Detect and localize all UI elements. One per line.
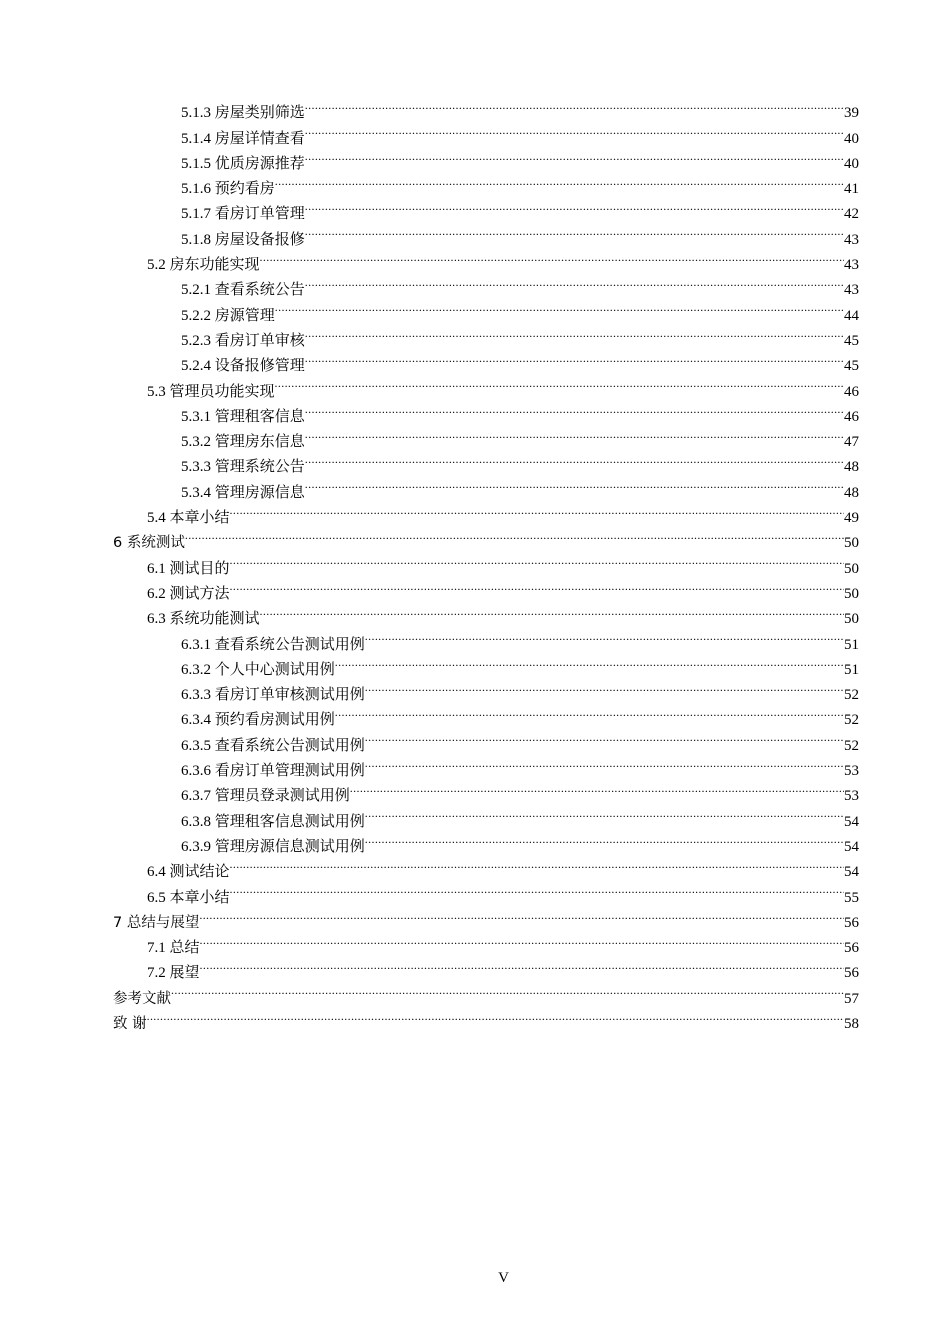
- toc-entry-page-number: 50: [844, 560, 859, 577]
- dot-leader: [365, 826, 844, 851]
- toc-entry-page-number: 51: [844, 636, 859, 653]
- dot-leader: [335, 649, 844, 674]
- toc-entry-page-number: 40: [844, 130, 859, 147]
- toc-entry[interactable]: [0, 370, 950, 400]
- toc-entry[interactable]: [0, 345, 950, 375]
- toc-entry-page-number: 48: [844, 459, 859, 476]
- toc-entry-title: 7 总结与展望: [113, 914, 200, 931]
- toc-entry[interactable]: [0, 522, 950, 552]
- toc-entry-title: 参考文献: [113, 990, 171, 1007]
- toc-entry[interactable]: [0, 471, 950, 501]
- toc-entry-page-number: 50: [844, 535, 859, 552]
- toc-entry-page-number: 50: [844, 611, 859, 628]
- toc-entry-title: 5.4 本章小结: [147, 510, 230, 527]
- toc-entry[interactable]: [0, 977, 950, 1007]
- dot-leader: [147, 1003, 844, 1028]
- toc-entry-title: 5.2.2 房源管理: [181, 307, 275, 324]
- toc-entry[interactable]: [0, 294, 950, 324]
- toc-entry-page-number: 49: [844, 510, 859, 527]
- toc-entry-page-number: 47: [844, 434, 859, 451]
- toc-entry-title: 6.3 系统功能测试: [147, 611, 260, 628]
- toc-entry-title: 6.1 测试目的: [147, 560, 230, 577]
- toc-entry[interactable]: [0, 598, 950, 628]
- toc-entry[interactable]: [0, 826, 950, 855]
- dot-leader: [350, 775, 844, 800]
- toc-entry[interactable]: [0, 573, 950, 602]
- dot-leader: [230, 573, 844, 598]
- toc-entry-title: 6.3.2 个人中心测试用例: [181, 661, 335, 678]
- toc-entry-title: 5.2.3 看房订单审核: [181, 332, 305, 349]
- toc-entry[interactable]: [0, 396, 950, 425]
- toc-entry-title: 6.3.8 管理租客信息测试用例: [181, 813, 365, 830]
- dot-leader: [305, 117, 844, 142]
- toc-entry[interactable]: [0, 547, 950, 577]
- dot-leader: [230, 547, 844, 572]
- dot-leader: [199, 902, 844, 927]
- toc-entry-page-number: 52: [844, 687, 859, 704]
- toc-entry-page-number: 56: [844, 914, 859, 931]
- toc-entry-page-number: 43: [844, 257, 859, 274]
- toc-entry[interactable]: [0, 92, 950, 122]
- toc-entry[interactable]: [0, 674, 950, 704]
- toc-entry-title: 6.3.3 看房订单审核测试用例: [181, 687, 365, 704]
- dot-leader: [260, 598, 844, 623]
- toc-entry-page-number: 56: [844, 940, 859, 957]
- toc-entry-title: 5.3 管理员功能实现: [147, 383, 275, 400]
- toc-entry-title: 6 系统测试: [113, 535, 185, 552]
- toc-entry-title: 6.3.9 管理房源信息测试用例: [181, 838, 365, 855]
- toc-entry-page-number: 53: [844, 763, 859, 780]
- toc-entry[interactable]: [0, 902, 950, 931]
- dot-leader: [305, 92, 844, 117]
- toc-entry-title: 7.1 总结: [147, 940, 200, 957]
- toc-entry[interactable]: [0, 421, 950, 451]
- toc-entry-title: 5.1.6 预约看房: [181, 181, 275, 198]
- toc-entry[interactable]: [0, 800, 950, 830]
- toc-entry-page-number: 50: [844, 585, 859, 602]
- toc-entry-title: 5.1.3 房屋类别筛选: [181, 105, 305, 122]
- toc-entry[interactable]: [0, 143, 950, 172]
- toc-entry-page-number: 43: [844, 282, 859, 299]
- toc-entry-title: 5.3.4 管理房源信息: [181, 484, 305, 501]
- toc-entry-title: 5.1.8 房屋设备报修: [181, 231, 305, 248]
- toc-entry-title: 致 谢: [113, 1015, 147, 1032]
- toc-entry-page-number: 52: [844, 737, 859, 754]
- toc-entry-title: 5.2.4 设备报修管理: [181, 358, 305, 375]
- toc-entry[interactable]: [0, 218, 950, 248]
- toc-entry[interactable]: [0, 446, 950, 476]
- toc-entry[interactable]: [0, 699, 950, 729]
- toc-entry-page-number: 42: [844, 206, 859, 223]
- toc-entry[interactable]: [0, 623, 950, 653]
- toc-entry[interactable]: [0, 320, 950, 349]
- dot-leader: [200, 952, 844, 977]
- toc-entry[interactable]: [0, 851, 950, 881]
- dot-leader: [365, 800, 844, 825]
- dot-leader: [335, 699, 844, 724]
- dot-leader: [230, 876, 844, 901]
- toc-entry[interactable]: [0, 117, 950, 147]
- toc-entry-title: 6.2 测试方法: [147, 585, 230, 602]
- dot-leader: [305, 446, 844, 471]
- toc-entry-page-number: 54: [844, 838, 859, 855]
- toc-entry-title: 6.3.6 看房订单管理测试用例: [181, 763, 365, 780]
- toc-entry-page-number: 53: [844, 788, 859, 805]
- toc-entry-page-number: 57: [844, 990, 859, 1007]
- toc-entry[interactable]: [0, 927, 950, 957]
- toc-entry-title: 6.3.4 预约看房测试用例: [181, 712, 335, 729]
- dot-leader: [230, 851, 844, 876]
- toc-entry-page-number: 48: [844, 484, 859, 501]
- toc-entry-title: 6.5 本章小结: [147, 889, 230, 906]
- dot-leader: [305, 471, 844, 496]
- toc-entry-page-number: 39: [844, 105, 859, 122]
- dot-leader: [230, 497, 844, 522]
- toc-entry-page-number: 46: [844, 408, 859, 425]
- toc-entry-title: 5.1.7 看房订单管理: [181, 206, 305, 223]
- dot-leader: [305, 218, 844, 243]
- toc-entry-page-number: 54: [844, 864, 859, 881]
- toc-entry[interactable]: [0, 775, 950, 805]
- table-of-contents: [0, 92, 950, 1032]
- toc-entry-page-number: 54: [844, 813, 859, 830]
- dot-leader: [185, 522, 844, 547]
- toc-entry[interactable]: [0, 724, 950, 754]
- toc-entry[interactable]: [0, 649, 950, 678]
- dot-leader: [275, 168, 844, 193]
- toc-entry-title: 7.2 展望: [147, 965, 200, 982]
- toc-entry-page-number: 58: [844, 1015, 859, 1032]
- toc-entry-title: 5.2.1 查看系统公告: [181, 282, 305, 299]
- toc-entry-title: 5.3.3 管理系统公告: [181, 459, 305, 476]
- toc-entry-title: 5.3.1 管理租客信息: [181, 408, 305, 425]
- toc-entry-page-number: 55: [844, 889, 859, 906]
- toc-entry[interactable]: [0, 269, 950, 299]
- dot-leader: [260, 244, 844, 269]
- toc-entry[interactable]: [0, 244, 950, 274]
- toc-entry[interactable]: [0, 1003, 950, 1032]
- dot-leader: [305, 193, 844, 218]
- toc-entry[interactable]: [0, 876, 950, 906]
- toc-entry-page-number: 45: [844, 358, 859, 375]
- dot-leader: [275, 370, 844, 395]
- toc-entry-page-number: 45: [844, 332, 859, 349]
- dot-leader: [365, 674, 844, 699]
- dot-leader: [305, 396, 844, 421]
- toc-entry-page-number: 51: [844, 661, 859, 678]
- toc-entry-page-number: 46: [844, 383, 859, 400]
- toc-entry-page-number: 52: [844, 712, 859, 729]
- dot-leader: [305, 269, 844, 294]
- dot-leader: [275, 294, 844, 319]
- dot-leader: [305, 320, 844, 345]
- dot-leader: [305, 345, 844, 370]
- toc-entry-page-number: 40: [844, 155, 859, 172]
- toc-entry[interactable]: [0, 168, 950, 198]
- page-number: V: [498, 1270, 509, 1286]
- dot-leader: [365, 750, 844, 775]
- toc-entry-page-number: 56: [844, 965, 859, 982]
- toc-entry-title: 5.1.5 优质房源推荐: [181, 155, 305, 172]
- toc-entry[interactable]: [0, 193, 950, 223]
- toc-entry-page-number: 44: [844, 307, 859, 324]
- toc-entry-title: 5.3.2 管理房东信息: [181, 434, 305, 451]
- dot-leader: [305, 421, 844, 446]
- dot-leader: [171, 977, 844, 1002]
- dot-leader: [365, 724, 844, 749]
- toc-entry-title: 6.3.7 管理员登录测试用例: [181, 788, 350, 805]
- toc-entry-title: 5.1.4 房屋详情查看: [181, 130, 305, 147]
- toc-entry-title: 6.3.5 查看系统公告测试用例: [181, 737, 365, 754]
- dot-leader: [365, 623, 844, 648]
- toc-entry[interactable]: [0, 497, 950, 527]
- dot-leader: [305, 143, 844, 168]
- toc-entry-title: 5.2 房东功能实现: [147, 257, 260, 274]
- dot-leader: [200, 927, 844, 952]
- toc-entry[interactable]: [0, 750, 950, 780]
- toc-entry-title: 6.4 测试结论: [147, 864, 230, 881]
- toc-entry-page-number: 43: [844, 231, 859, 248]
- toc-entry-page-number: 41: [844, 181, 859, 198]
- toc-entry-title: 6.3.1 查看系统公告测试用例: [181, 636, 365, 653]
- toc-entry[interactable]: [0, 952, 950, 982]
